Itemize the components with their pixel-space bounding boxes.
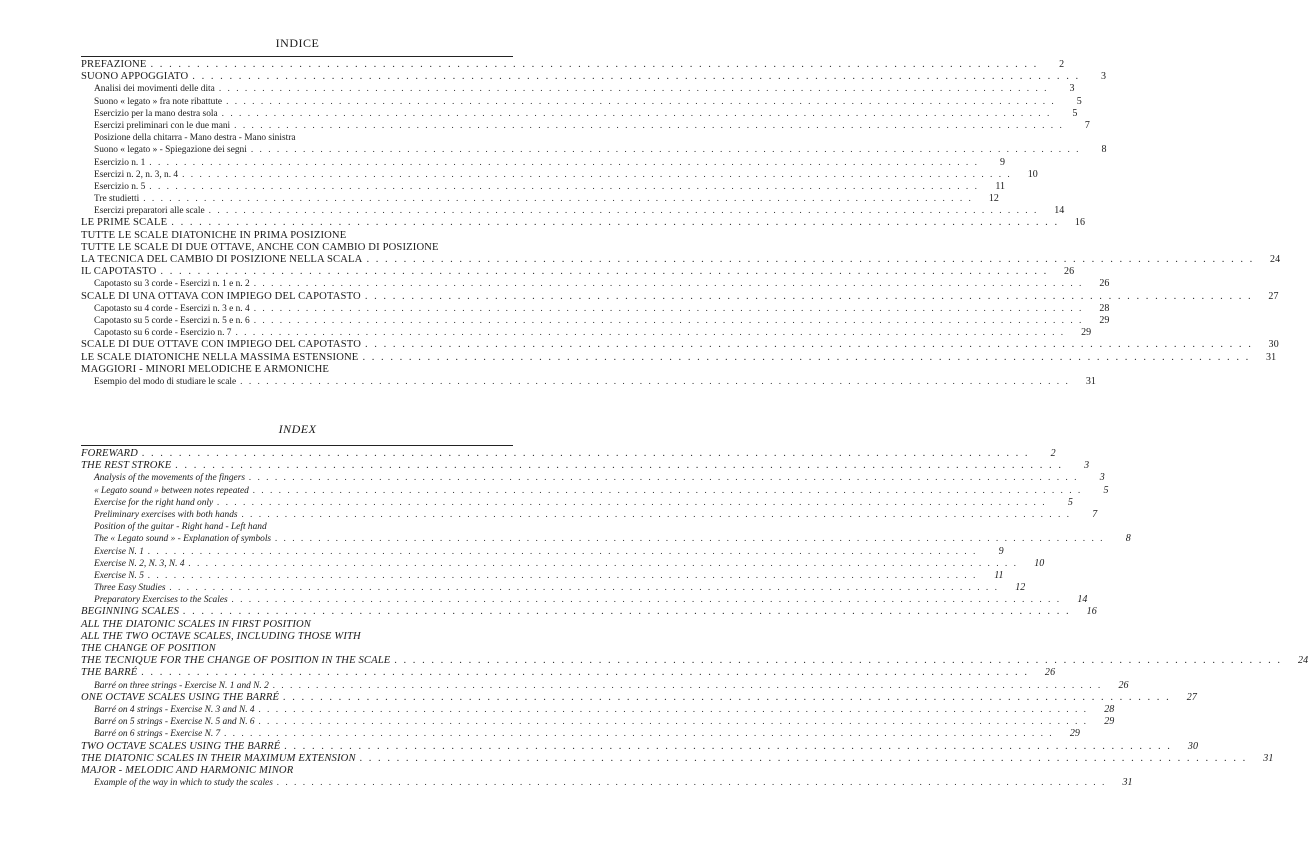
toc-entry-page-number: 31 — [1085, 375, 1096, 387]
toc-entry-title: Example of the way in which to study the scales — [94, 778, 273, 789]
dot-leader — [390, 655, 1282, 667]
toc-entry-page-number: 29 — [1081, 327, 1092, 339]
toc-entry-title: THE DIATONIC SCALES IN THEIR MAXIMUM EXTENSION — [81, 752, 356, 764]
toc-entry[interactable] — [81, 643, 513, 655]
toc-entry-title: Capotasto su 6 corde - Esercizio n. 7 — [94, 328, 232, 339]
toc-entry[interactable] — [81, 460, 1090, 472]
toc-entry-title: THE CHANGE OF POSITION — [81, 643, 216, 654]
toc-entry-title: PREFAZIONE — [81, 59, 147, 70]
toc-entry-title: Exercise N. 1 — [94, 546, 144, 557]
dot-leader — [245, 472, 1079, 484]
toc-entry-page-number: 26 — [1063, 266, 1075, 278]
dot-leader — [247, 144, 1081, 156]
toc-entry-page-number: 3 — [1084, 460, 1090, 472]
toc-entry[interactable] — [81, 375, 1096, 388]
dot-leader — [280, 741, 1172, 753]
dot-leader — [156, 266, 1048, 278]
toc-entry[interactable] — [81, 193, 999, 205]
toc-entry-page-number: 3 — [1069, 83, 1075, 95]
toc-entry[interactable] — [81, 752, 1274, 765]
toc-entry-page-number: 10 — [1027, 168, 1038, 180]
toc-entry-title: Analysis of the movements of the fingers — [94, 473, 246, 484]
toc-entry-page-number: 10 — [1034, 557, 1045, 569]
toc-entry-title: ALL THE TWO OCTAVE SCALES, INCLUDING THOSE WITH — [81, 630, 361, 642]
dot-leader — [145, 157, 979, 169]
dot-leader — [231, 327, 1065, 339]
dot-leader — [146, 59, 1038, 71]
toc-entry-title: Capotasto su 4 corde - Esercizi n. 3 e n. 4 — [94, 303, 250, 314]
toc-entry-page-number: 7 — [1084, 119, 1090, 131]
toc-entry-title: SCALE DI DUE OTTAVE CON IMPIEGO DEL CAPOTASTO — [81, 339, 361, 351]
dot-leader — [144, 570, 978, 582]
toc-entry-title: Exercise for the right hand only — [94, 497, 214, 508]
toc-entry[interactable] — [81, 180, 1005, 193]
toc-entry-title: Barré on three strings - Exercise N. 1 and N. 2 — [94, 680, 269, 691]
dot-leader — [179, 606, 1071, 618]
toc-entry-page-number: 5 — [1076, 95, 1082, 107]
toc-entry-title: Preparatory Exercises to the Scales — [94, 595, 228, 606]
toc-entry[interactable] — [81, 144, 1107, 156]
toc-entry[interactable] — [81, 703, 1115, 716]
dot-leader — [228, 594, 1062, 606]
dot-leader — [220, 728, 1054, 740]
toc-entry[interactable] — [81, 230, 513, 242]
toc-entry-title: Esercizi n. 2, n. 3, n. 4 — [94, 169, 179, 180]
dot-leader — [178, 169, 1012, 181]
toc-entry[interactable] — [81, 777, 1133, 789]
toc-entry-page-number: 29 — [1069, 728, 1080, 740]
toc-entry-title: Esercizio n. 1 — [94, 157, 146, 168]
toc-entry[interactable] — [81, 83, 1075, 95]
toc-entry-page-number: 30 — [1268, 339, 1279, 351]
toc-entry-title: Preliminary exercises with both hands — [94, 509, 238, 520]
toc-entry-page-number: 31 — [1122, 777, 1133, 789]
dot-leader — [255, 716, 1089, 728]
toc-entry[interactable] — [81, 765, 513, 777]
toc-entry[interactable] — [81, 448, 1056, 460]
toc-entry-title: Exercise N. 2, N. 3, N. 4 — [94, 558, 185, 569]
toc-entry[interactable] — [81, 594, 1088, 606]
toc-entry-page-number: 28 — [1104, 703, 1115, 715]
dot-leader — [145, 181, 979, 193]
toc-entry-page-number: 5 — [1067, 496, 1073, 508]
dot-leader — [188, 71, 1080, 83]
toc-entry-title: Exercise N. 5 — [94, 570, 144, 581]
toc-entry-page-number: 5 — [1072, 107, 1078, 119]
toc-entry[interactable] — [81, 119, 1090, 132]
toc-entry-title: Esercizi preliminari con le due mani — [94, 120, 231, 131]
dot-leader — [222, 96, 1056, 108]
dot-leader — [138, 448, 1030, 460]
toc-entry-title: THE BARRÉ — [81, 667, 138, 679]
toc-entry-title: Tre studietti — [94, 194, 140, 205]
toc-entry-title: « Legato sound » between notes repeated — [94, 485, 249, 496]
toc-entry-title: ONE OCTAVE SCALES USING THE BARRÉ — [81, 691, 280, 703]
toc-entry-title: Esercizio per la mano destra sola — [94, 108, 218, 119]
dot-leader — [358, 352, 1250, 364]
toc-entry-page-number: 16 — [1086, 606, 1097, 618]
toc-entry-title: Barré on 5 strings - Exercise N. 5 and N. 6 — [94, 717, 255, 728]
toc-entry-title: Esercizi preparatori alle scale — [94, 206, 205, 217]
dot-leader — [279, 692, 1171, 704]
toc-entry[interactable] — [81, 667, 1056, 679]
toc-entry[interactable] — [81, 472, 1105, 484]
toc-entry-page-number: 12 — [1015, 582, 1026, 594]
toc-entry[interactable] — [81, 679, 1129, 692]
toc-entry-title: TWO OCTAVE SCALES USING THE BARRÉ — [81, 740, 281, 752]
toc-entry[interactable] — [81, 655, 1308, 667]
toc-entry-page-number: 31 — [1265, 351, 1277, 363]
toc-entry[interactable] — [81, 545, 1004, 558]
dot-leader — [356, 753, 1248, 765]
toc-entry-title: Barré on 6 strings - Exercise N. 7 — [94, 729, 221, 740]
toc-entry-title: Capotasto su 3 corde - Esercizi n. 1 e n. 2 — [94, 279, 250, 290]
toc-entry-page-number: 7 — [1092, 508, 1098, 520]
toc-entry-title: Esercizio n. 5 — [94, 181, 146, 192]
toc-entry-page-number: 27 — [1186, 691, 1197, 703]
italian-toc-list — [81, 59, 1281, 388]
toc-entry-title: FOREWARD — [81, 448, 138, 459]
toc-entry[interactable] — [81, 217, 1086, 229]
dot-leader — [250, 278, 1084, 290]
toc-entry[interactable] — [81, 364, 513, 376]
dot-leader — [166, 582, 1000, 594]
toc-entry[interactable] — [81, 557, 1045, 570]
toc-entry-title: IL CAPOTASTO — [81, 266, 157, 278]
english-toc-list — [81, 448, 1308, 789]
dot-leader — [238, 509, 1072, 521]
english-title-rule — [81, 445, 513, 446]
english-index-title: INDEX — [278, 422, 317, 436]
toc-entry[interactable] — [81, 290, 1279, 303]
toc-entry-page-number: 28 — [1099, 302, 1110, 314]
toc-entry[interactable] — [81, 95, 1082, 108]
dot-leader — [250, 303, 1084, 315]
dot-leader — [137, 667, 1029, 679]
toc-entry[interactable] — [81, 691, 1197, 704]
toc-entry-page-number: 11 — [994, 569, 1004, 581]
dot-leader — [185, 558, 1019, 570]
toc-entry[interactable] — [81, 266, 1075, 278]
toc-entry-title: Three Easy Studies — [94, 583, 166, 594]
toc-entry-page-number: 16 — [1074, 217, 1086, 229]
toc-entry-title: LE PRIME SCALE — [81, 217, 168, 229]
toc-entry-title: The « Legato sound » - Explanation of symbols — [94, 534, 272, 545]
toc-entry-page-number: 2 — [1059, 59, 1065, 70]
toc-entry-page-number: 31 — [1263, 752, 1274, 764]
dot-leader — [167, 217, 1059, 229]
dot-leader — [250, 315, 1084, 327]
toc-entry-title: Barré on 4 strings - Exercise N. 3 and N. 4 — [94, 704, 255, 715]
dot-leader — [213, 497, 1047, 509]
toc-entry-page-number: 26 — [1044, 667, 1056, 679]
toc-entry-title: ALL THE DIATONIC SCALES IN FIRST POSITION — [81, 618, 312, 630]
toc-entry-page-number: 24 — [1297, 655, 1308, 667]
italian-title-rule — [81, 56, 513, 57]
dot-leader — [249, 485, 1083, 497]
toc-entry[interactable] — [81, 569, 1004, 582]
toc-entry-title: MAJOR - MELODIC AND HARMONIC MINOR — [81, 764, 294, 776]
toc-entry[interactable] — [81, 582, 1026, 594]
toc-entry-page-number: 11 — [995, 180, 1005, 192]
toc-entry[interactable] — [81, 314, 1110, 327]
toc-entry-title: Analisi dei movimenti delle dita — [94, 84, 215, 95]
toc-entry[interactable] — [81, 278, 1110, 290]
toc-entry-page-number: 12 — [988, 193, 999, 205]
toc-entry-page-number: 3 — [1099, 472, 1105, 484]
toc-entry[interactable] — [81, 242, 513, 254]
toc-entry-title: Capotasto su 5 corde - Esercizi n. 5 e n. 6 — [94, 315, 250, 326]
toc-entry[interactable] — [81, 339, 1279, 351]
toc-entry-page-number: 2 — [1050, 448, 1056, 459]
toc-entry-title: MAGGIORI - MINORI MELODICHE E ARMONICHE — [81, 363, 330, 375]
toc-entry-page-number: 30 — [1187, 740, 1199, 752]
toc-entry-page-number: 26 — [1118, 679, 1129, 691]
toc-entry-page-number: 29 — [1104, 716, 1115, 728]
dot-leader — [139, 193, 973, 205]
toc-entry-page-number: 9 — [999, 156, 1005, 168]
toc-entry[interactable] — [81, 168, 1038, 181]
toc-entry[interactable] — [81, 156, 1005, 169]
dot-leader — [171, 460, 1063, 472]
toc-entry-page-number: 9 — [998, 545, 1004, 557]
dot-leader — [236, 376, 1070, 388]
toc-entry-title: Esempio del modo di studiare le scale — [94, 376, 237, 387]
toc-entry-page-number: 3 — [1100, 71, 1107, 83]
toc-entry[interactable] — [81, 71, 1107, 83]
dot-leader — [255, 704, 1089, 716]
toc-entry[interactable] — [81, 327, 1092, 339]
toc-entry-title: THE TECNIQUE FOR THE CHANGE OF POSITION IN THE SCALE — [81, 655, 391, 667]
dot-leader — [230, 120, 1064, 132]
toc-entry-page-number: 5 — [1103, 484, 1109, 496]
dot-leader — [362, 254, 1254, 266]
dot-leader — [215, 83, 1049, 95]
toc-entry[interactable] — [81, 508, 1098, 521]
toc-entry[interactable] — [81, 521, 513, 533]
toc-entry[interactable] — [81, 716, 1115, 728]
dot-leader — [269, 680, 1103, 692]
dot-leader — [361, 339, 1253, 351]
toc-entry[interactable] — [81, 302, 1110, 315]
toc-entry[interactable] — [81, 254, 1281, 266]
toc-entry-title: LE SCALE DIATONICHE NELLA MASSIMA ESTENSIONE — [81, 351, 359, 363]
toc-entry-page-number: 14 — [1054, 205, 1065, 217]
toc-entry[interactable] — [81, 351, 1277, 364]
toc-entry-title: Suono « legato » fra note ribattute — [94, 96, 223, 107]
dot-leader — [205, 205, 1039, 217]
dot-leader — [218, 108, 1052, 120]
toc-entry[interactable] — [81, 484, 1109, 497]
toc-entry-title: BEGINNING SCALES — [81, 606, 180, 618]
dot-leader — [144, 546, 978, 558]
toc-entry[interactable] — [81, 606, 1097, 618]
toc-entry-title: Position of the guitar - Right hand - Left hand — [94, 522, 267, 533]
toc-entry-title: SCALE DI UNA OTTAVA CON IMPIEGO DEL CAPOTASTO — [81, 290, 361, 302]
toc-entry-title: THE REST STROKE — [81, 460, 172, 472]
toc-entry[interactable] — [81, 533, 1131, 545]
toc-entry[interactable] — [81, 205, 1065, 217]
toc-entry-page-number: 14 — [1077, 594, 1088, 606]
toc-entry-title: Suono « legato » - Spiegazione dei segni — [94, 145, 247, 156]
toc-entry[interactable] — [81, 619, 513, 631]
toc-entry-page-number: 8 — [1125, 533, 1131, 545]
toc-entry-title: Posizione della chitarra - Mano destra - Mano sinistra — [94, 133, 296, 144]
toc-entry[interactable] — [81, 728, 1080, 740]
toc-entry-page-number: 24 — [1270, 254, 1281, 265]
toc-entry[interactable] — [81, 59, 1065, 71]
toc-entry-title: SUONO APPOGGIATO — [81, 71, 189, 83]
toc-entry-page-number: 29 — [1099, 314, 1110, 326]
toc-entry-page-number: 26 — [1099, 278, 1110, 290]
dot-leader — [361, 291, 1253, 303]
italian-index-title: INDICE — [275, 36, 320, 50]
toc-entry-title: LA TECNICA DEL CAMBIO DI POSIZIONE NELLA SCALA — [81, 254, 363, 265]
toc-entry-title: TUTTE LE SCALE DIATONICHE IN PRIMA POSIZIONE — [81, 229, 347, 241]
toc-entry-page-number: 27 — [1268, 290, 1279, 302]
toc-entry[interactable] — [81, 132, 513, 144]
toc-entry-title: TUTTE LE SCALE DI DUE OTTAVE, ANCHE CON CAMBIO DI POSIZIONE — [81, 241, 439, 253]
dot-leader — [271, 533, 1105, 545]
toc-entry-page-number: 8 — [1101, 144, 1107, 156]
toc-entry[interactable] — [81, 496, 1073, 509]
toc-entry[interactable] — [81, 740, 1199, 753]
toc-entry[interactable] — [81, 107, 1078, 120]
toc-entry[interactable] — [81, 631, 513, 643]
dot-leader — [273, 777, 1107, 789]
